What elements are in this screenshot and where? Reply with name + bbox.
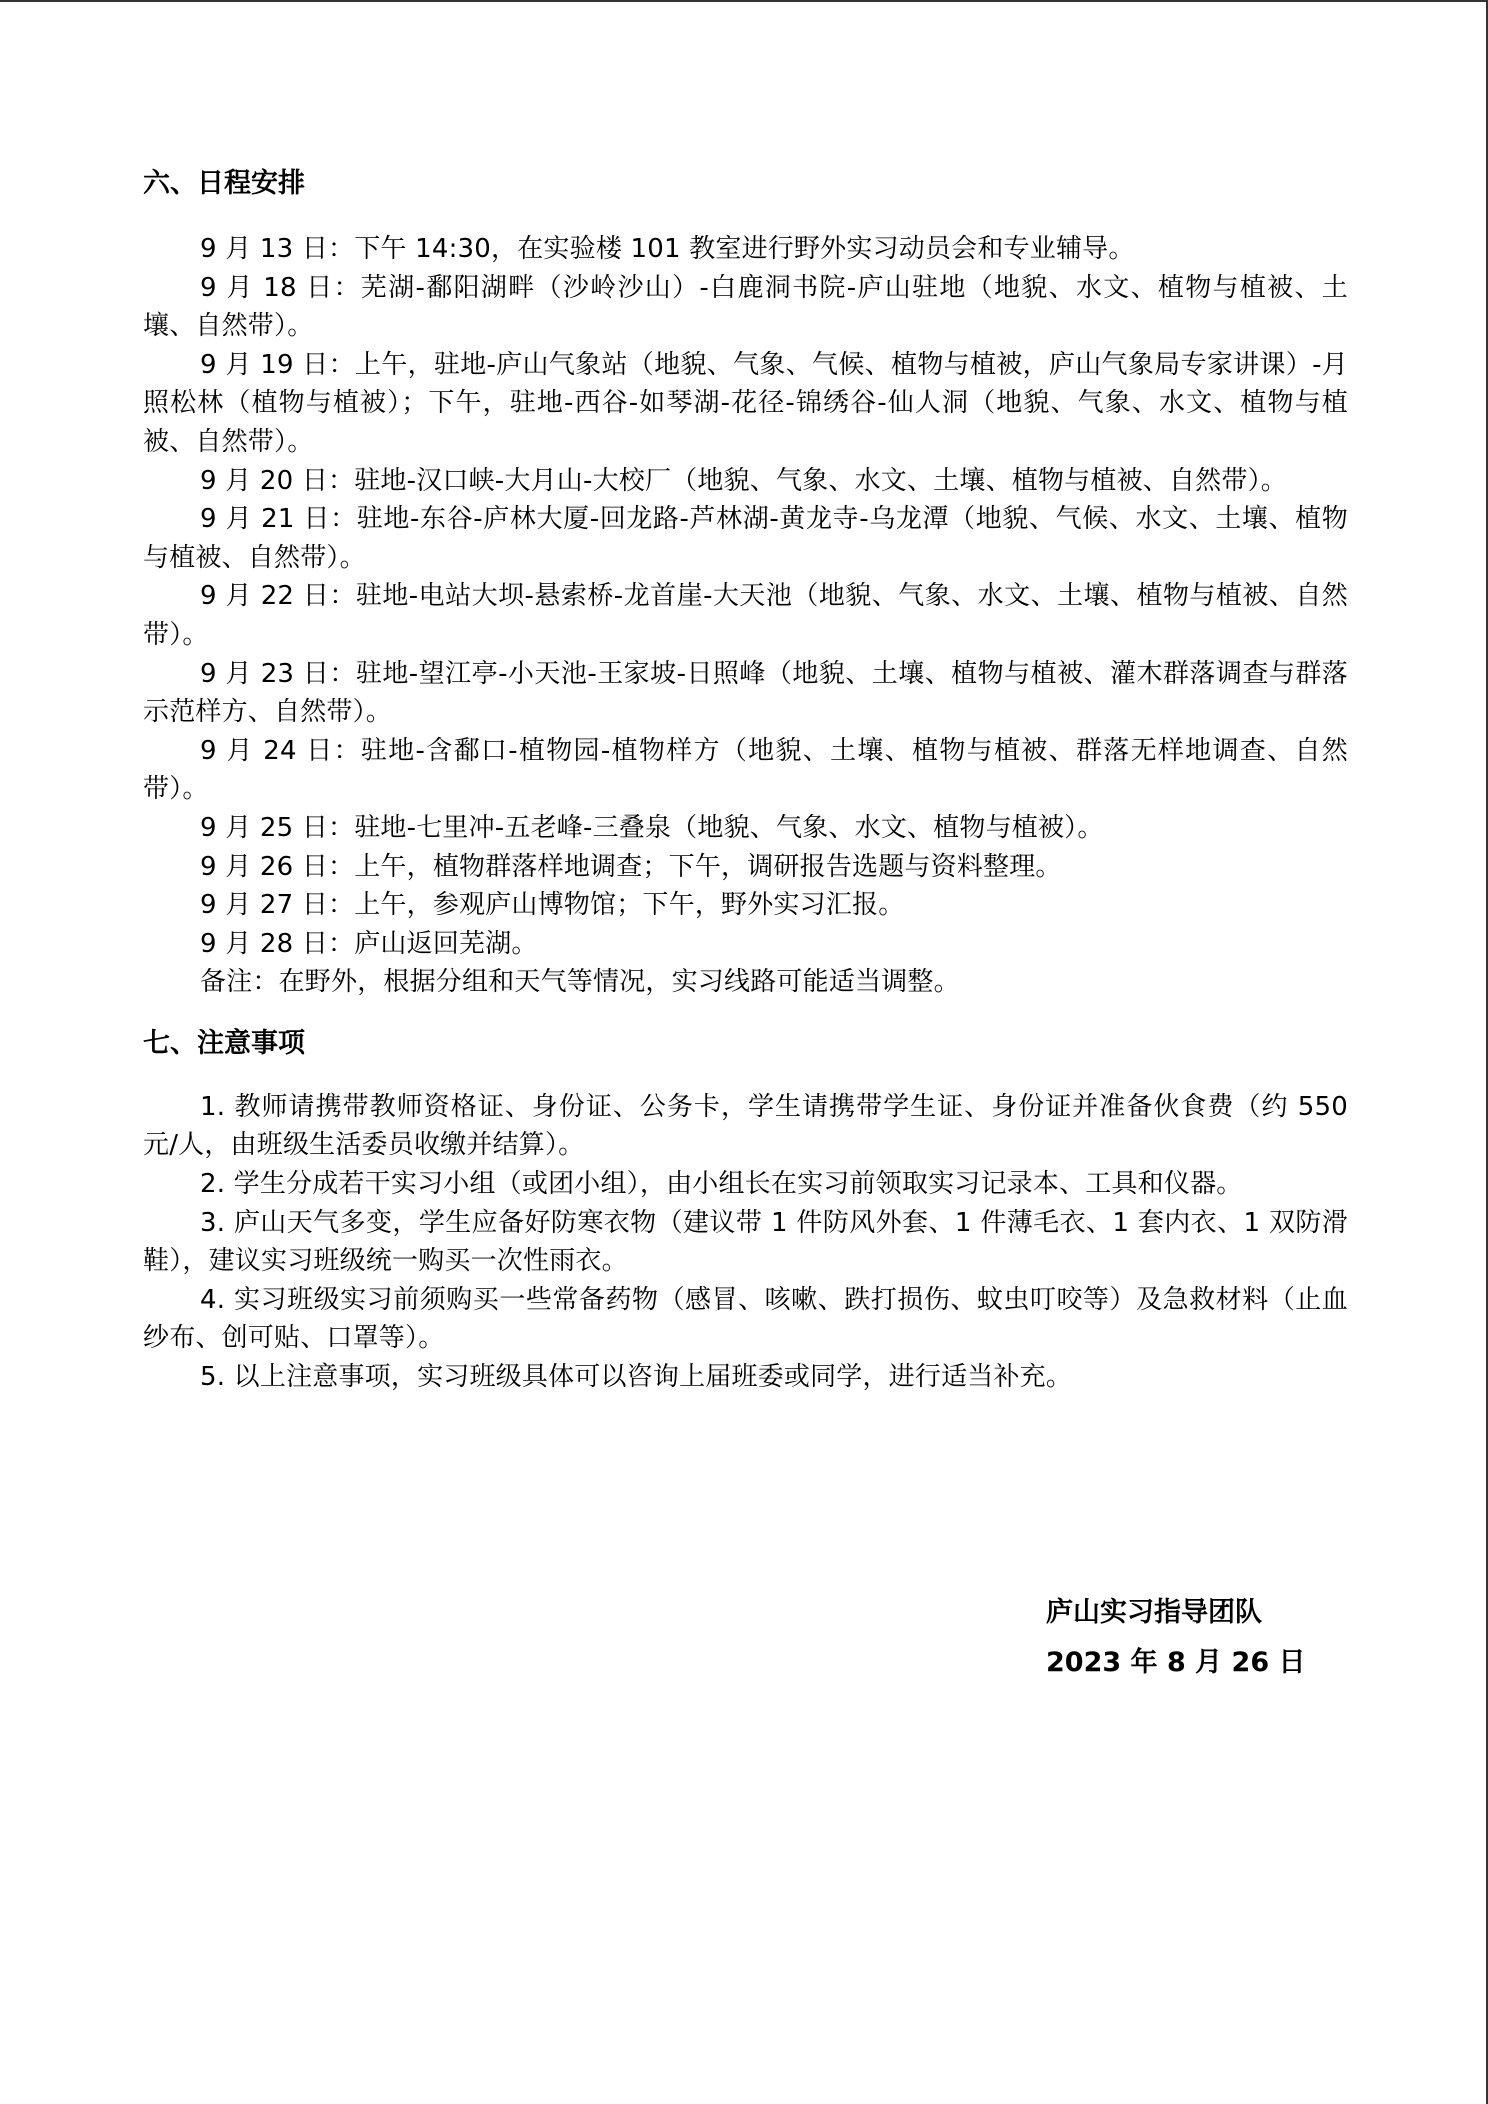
document-body bbox=[143, 150, 1348, 1397]
schedule-item-0925: 9 月 25 日：驻地-七里冲-五老峰-三叠泉（地貌、气象、水文、植物与植被）。 bbox=[200, 812, 1104, 843]
schedule-item-0926: 9 月 26 日：上午，植物群落样地调查；下午，调研报告选题与资料整理。 bbox=[200, 851, 1062, 882]
page-border-top bbox=[0, 0, 1488, 2]
notes-list bbox=[143, 1088, 1348, 1397]
schedule-item-0913: 9 月 13 日：下午 14:30，在实验楼 101 教室进行野外实习动员会和专业辅导。 bbox=[200, 234, 1135, 264]
schedule-list bbox=[143, 230, 1348, 1002]
schedule-remark: 备注：在野外，根据分组和天气等情况，实习线路可能适当调整。 bbox=[200, 967, 960, 998]
note-item-5: 5. 以上注意事项，实习班级具体可以咨询上届班委或同学，进行适当补充。 bbox=[200, 1362, 1073, 1393]
schedule-item-0919: 9 月 19 日：上午，驻地-庐山气象站（地貌、气象、气候、植物与植被，庐山气象局专家讲课）-月照松林（植物与植被）；下午，驻地-西谷-如琴湖-花径-锦绣谷-仙人洞（地貌、气象、水文、植物与植被、自然带）。 bbox=[143, 349, 1348, 457]
note-item-4: 4. 实习班级实习前须购买一些常备药物（感冒、咳嗽、跌打损伤、蚊虫叮咬等）及急救材料（止血纱布、创可贴、口罩等）。 bbox=[143, 1284, 1348, 1354]
schedule-item-0921: 9 月 21 日：驻地-东谷-庐林大厦-回龙路-芦林湖-黄龙寺-乌龙潭（地貌、气候、水文、土壤、植物与植被、自然带）。 bbox=[143, 504, 1348, 573]
schedule-item-0922: 9 月 22 日：驻地-电站大坝-悬索桥-龙首崖-大天池（地貌、气象、水文、土壤、植物与植被、自然带）。 bbox=[143, 581, 1348, 650]
schedule-item-0923: 9 月 23 日：驻地-望江亭-小天池-王家坡-日照峰（地貌、土壤、植物与植被、灌木群落调查与群落示范样方、自然带）。 bbox=[143, 658, 1348, 728]
schedule-item-0924: 9 月 24 日：驻地-含鄱口-植物园-植物样方（地貌、土壤、植物与植被、群落无样地调查、自然带）。 bbox=[143, 735, 1348, 805]
schedule-item-0920: 9 月 20 日：驻地-汉口峡-大月山-大校厂（地貌、气象、水文、土壤、植物与植被、自然带）。 bbox=[200, 465, 1287, 496]
section-seven-heading: 七、注意事项 bbox=[143, 1027, 305, 1059]
note-item-1: 1. 教师请携带教师资格证、身份证、公务卡，学生请携带学生证、身份证并准备伙食费（约 550 元/人，由班级生活委员收缴并结算）。 bbox=[143, 1091, 1348, 1161]
note-item-2: 2. 学生分成若干实习小组（或团小组），由小组长在实习前领取实习记录本、工具和仪器。 bbox=[200, 1169, 1243, 1200]
schedule-item-0927: 9 月 27 日：上午，参观庐山博物馆；下午，野外实习汇报。 bbox=[200, 890, 905, 921]
schedule-item-0928: 9 月 28 日：庐山返回芜湖。 bbox=[200, 928, 538, 959]
note-item-3: 3. 庐山天气多变，学生应备好防寒衣物（建议带 1 件防风外套、1 件薄毛衣、1 套内衣、1 双防滑鞋），建议实习班级统一购买一次性雨衣。 bbox=[143, 1207, 1348, 1277]
signature-block bbox=[1046, 1588, 1306, 1688]
section-six-heading: 六、日程安排 bbox=[143, 168, 305, 199]
signature-team: 庐山实习指导团队 bbox=[1046, 1597, 1262, 1628]
section-gap bbox=[143, 1002, 1348, 1014]
signature-date: 2023 年 8 月 26 日 bbox=[1046, 1647, 1306, 1678]
schedule-item-0918: 9 月 18 日：芜湖-鄱阳湖畔（沙岭沙山）-白鹿洞书院-庐山驻地（地貌、水文、植物与植被、土壤、自然带）。 bbox=[143, 272, 1348, 342]
